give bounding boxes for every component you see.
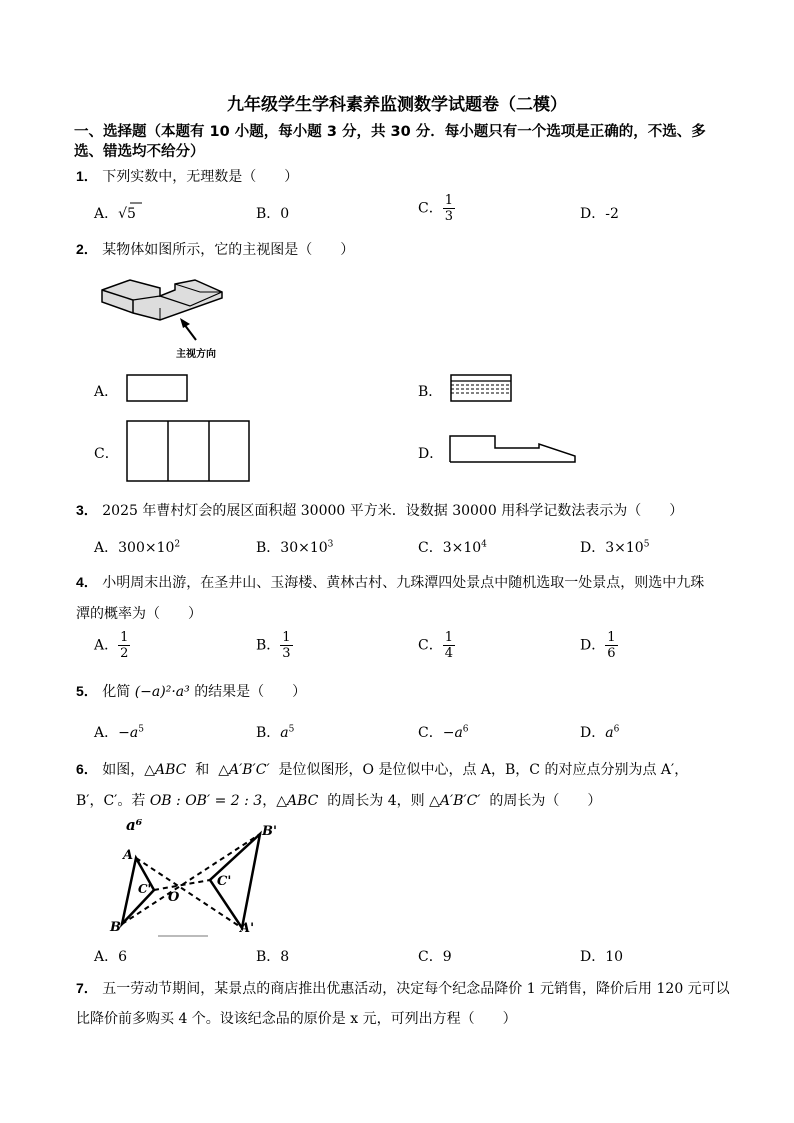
option-label: A． — [94, 384, 119, 400]
page-title: 九年级学生学科素养监测数学试题卷（二模） — [227, 95, 567, 115]
exponent: 4 — [481, 539, 487, 550]
math-expression: △A′B′C′ — [218, 762, 270, 778]
question-number: 7． — [76, 980, 98, 996]
question-number: 4． — [76, 574, 98, 590]
fraction: $\frac{1}{3}$ — [282, 630, 291, 661]
q3-option-c[interactable] — [418, 537, 487, 557]
question-3 — [76, 500, 683, 520]
question-text: 2025 年曹村灯会的展区面积超 30000 平方米．设数据 30000 用科学记数法表示为（ ） — [102, 503, 684, 519]
q5-option-a[interactable] — [94, 722, 144, 742]
figure-label-a-prime: A' — [240, 921, 255, 936]
figure-label-stray: a⁶ — [126, 816, 143, 834]
question-number: 3． — [76, 502, 98, 518]
q5-option-c[interactable] — [418, 722, 469, 742]
q1-option-a[interactable] — [94, 203, 136, 223]
q2-option-d[interactable] — [418, 443, 443, 463]
option-value: 9 — [442, 949, 452, 965]
option-c-figure — [126, 420, 250, 482]
q1-option-d[interactable] — [580, 203, 619, 223]
q3-option-d[interactable] — [580, 537, 649, 557]
exponent: 6 — [613, 724, 620, 735]
option-label: C． — [94, 446, 119, 462]
option-label: A． — [94, 725, 119, 741]
exponent: 3 — [327, 539, 334, 550]
option-label: B． — [256, 637, 281, 654]
question-text: 某物体如图所示，它的主视图是（ ） — [102, 242, 355, 258]
q4-option-c[interactable] — [418, 630, 455, 661]
q2-option-b[interactable] — [418, 381, 442, 401]
option-value: 8 — [280, 949, 290, 965]
question-number: 6． — [76, 761, 98, 777]
section-heading-line1: 一、选择题（本题有 10 小题，每小题 3 分，共 30 分．每小题只有一个选项是正确的，不选、多 — [74, 124, 706, 140]
fraction: $\frac{1}{2}$ — [120, 630, 129, 661]
question-4 — [76, 572, 704, 592]
option-label: B． — [256, 206, 281, 222]
question-text: 化简 — [102, 684, 131, 700]
question-text: B′，C′。若 — [76, 793, 146, 809]
exponent: 5 — [288, 724, 295, 735]
question-number: 1． — [76, 168, 98, 184]
fraction: $\frac{1}{4}$ — [444, 630, 453, 661]
option-d-figure — [449, 434, 577, 464]
figure-label-c-prime: C' — [217, 874, 232, 889]
option-value: √5 — [118, 206, 136, 222]
fraction: $\frac{1}{6}$ — [607, 630, 616, 661]
option-label: B． — [256, 725, 281, 741]
option-label: C． — [418, 949, 443, 965]
section-heading-line2: 选、错选均不给分） — [74, 144, 205, 160]
q5-option-d[interactable] — [580, 722, 619, 742]
question-text: 如图， — [102, 762, 145, 778]
option-b-figure — [450, 374, 512, 402]
option-value: 30×10 — [280, 540, 328, 556]
question-1 — [76, 166, 298, 186]
question-number: 2． — [76, 241, 98, 257]
question-text: 的周长为 4，则 — [327, 793, 425, 809]
math-expression: △ABC — [276, 793, 319, 809]
option-label: C． — [418, 200, 443, 217]
option-value: −a — [118, 725, 139, 741]
q5-option-b[interactable] — [256, 722, 294, 742]
option-value: 300×10 — [118, 540, 175, 556]
option-label: D． — [580, 725, 606, 741]
figure-label-a: A — [123, 848, 134, 863]
question-text-line1: 小明周末出游，在圣井山、玉海楼、黄林古村、九珠潭四处景点中随机选取一处景点，则选中九珠 — [102, 575, 705, 591]
option-value: a — [605, 725, 614, 741]
question-5 — [76, 681, 306, 701]
math-expression: △ABC — [144, 762, 187, 778]
question-text-line2: 潭的概率为（ ） — [76, 606, 202, 622]
exponent: 5 — [138, 724, 144, 735]
question-text: 的周长为（ ） — [489, 793, 602, 809]
option-value: 0 — [280, 206, 290, 222]
q2-option-a[interactable] — [94, 381, 118, 401]
q4-option-b[interactable] — [256, 630, 293, 661]
radical-overline — [122, 202, 142, 206]
question-text-line1: 五一劳动节期间，某景点的商店推出优惠活动，决定每个纪念品降价 1 元销售，降价后用 120 元可以 — [102, 981, 730, 997]
option-label: D． — [580, 949, 606, 965]
question-6-line2 — [76, 790, 601, 810]
option-label: B． — [256, 540, 281, 556]
option-label: C． — [418, 637, 443, 654]
question-number: 5． — [76, 683, 98, 699]
option-value: 10 — [605, 949, 624, 965]
figure-label-b: B — [110, 920, 121, 935]
question-7 — [76, 978, 730, 998]
exponent: 2 — [174, 539, 181, 550]
question-text: 是位似图形，O 是位似中心，点 A，B，C 的对应点分别为点 A′， — [278, 762, 689, 778]
option-value: 3×10 — [442, 540, 482, 556]
option-label: A． — [94, 206, 119, 222]
q1-option-c[interactable] — [418, 193, 455, 224]
question-text-line2: 比降价前多购买 4 个。设该纪念品的原价是 x 元，可列出方程（ ） — [76, 1011, 517, 1027]
option-label: C． — [418, 725, 443, 741]
question-6 — [76, 759, 688, 779]
question-text: 下列实数中，无理数是（ ） — [102, 169, 299, 185]
exponent: 6 — [462, 724, 469, 735]
math-expression: (−a)²·a³ — [134, 684, 190, 700]
option-label: A． — [94, 540, 119, 556]
option-value: -2 — [605, 206, 619, 222]
q6-option-b[interactable] — [256, 946, 289, 966]
math-expression: OB : OB′ = 2 : 3 — [149, 793, 263, 809]
option-value: 3×10 — [605, 540, 644, 556]
q6-option-d[interactable] — [580, 946, 623, 966]
option-label: B． — [418, 384, 443, 400]
option-label: A． — [94, 949, 119, 965]
q3-option-a[interactable] — [94, 537, 180, 557]
option-value: 6 — [118, 949, 128, 965]
option-label: D． — [580, 206, 606, 222]
exponent: 5 — [643, 539, 650, 550]
option-value: a — [280, 725, 289, 741]
q1-option-b[interactable] — [256, 203, 289, 223]
question-text: 和 — [195, 762, 210, 778]
option-label: A． — [94, 637, 119, 654]
option-value: −a — [442, 725, 463, 741]
q4-option-d[interactable] — [580, 630, 618, 661]
option-label: C． — [418, 540, 443, 556]
figure-label-b-prime: B' — [262, 824, 277, 839]
option-label: D． — [418, 446, 444, 462]
q6-option-c[interactable] — [418, 946, 452, 966]
math-expression: △A′B′C′ — [429, 793, 481, 809]
question-text: ， — [262, 793, 277, 809]
option-a-figure — [126, 374, 188, 402]
figure-label-o: O — [168, 890, 180, 905]
question-text: 的结果是（ ） — [194, 684, 307, 700]
question-2 — [76, 239, 354, 259]
fraction: $\frac{1}{3}$ — [444, 193, 453, 224]
option-label: D． — [580, 540, 606, 556]
figure-caption: 主视方向 — [176, 349, 216, 360]
option-label: D． — [580, 637, 606, 654]
q2-option-c[interactable] — [94, 443, 119, 463]
option-label: B． — [256, 949, 281, 965]
q3-option-b[interactable] — [256, 537, 333, 557]
figure-label-c: C' — [138, 882, 152, 896]
solid-object-figure — [100, 278, 230, 338]
q6-option-a[interactable] — [94, 946, 127, 966]
q4-option-a[interactable] — [94, 630, 130, 661]
